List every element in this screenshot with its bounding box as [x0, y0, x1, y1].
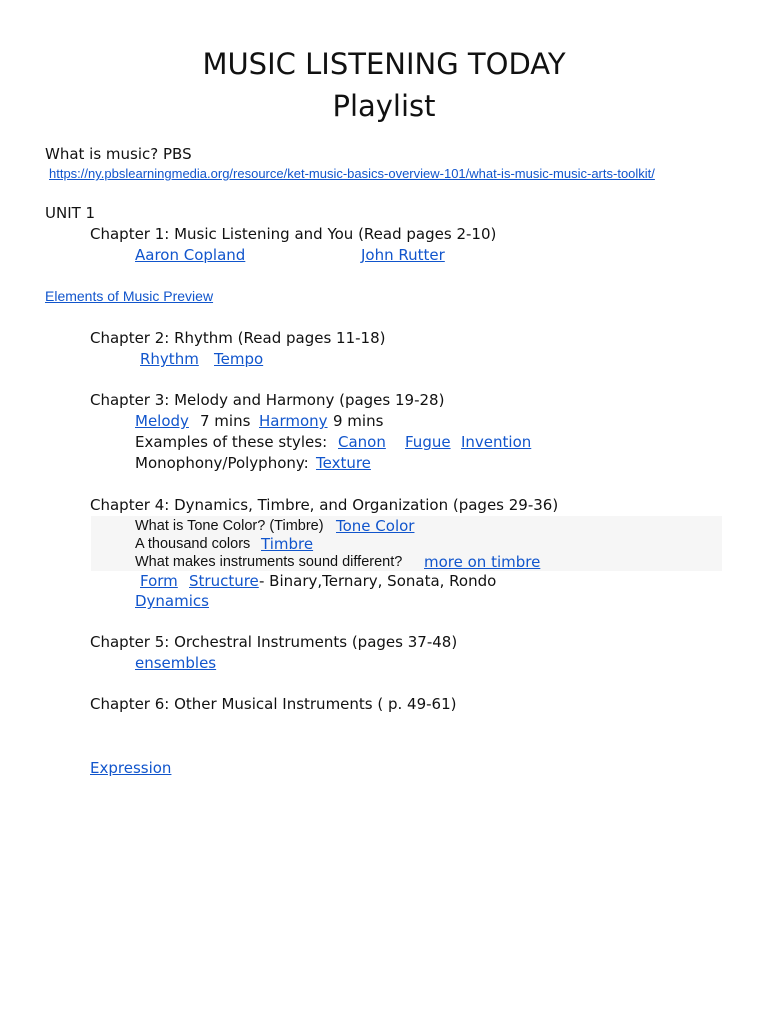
instruments-different-label: What makes instruments sound different?	[135, 554, 403, 570]
rhythm-link[interactable]: Rhythm	[140, 350, 199, 368]
chapter3-heading: Chapter 3: Melody and Harmony (pages 19-28)	[90, 391, 445, 409]
thousand-colors-label: A thousand colors	[135, 536, 251, 552]
chapter6-heading: Chapter 6: Other Musical Instruments ( p. 49-61)	[90, 695, 457, 713]
structure-description: - Binary,Ternary, Sonata, Rondo	[259, 572, 497, 590]
aaron-copland-link[interactable]: Aaron Copland	[135, 246, 246, 264]
structure-link[interactable]: Structure	[189, 572, 259, 590]
melody-duration: 7 mins	[200, 412, 251, 430]
monophony-label: Monophony/Polyphony:	[135, 454, 309, 472]
harmony-duration: 9 mins	[333, 412, 384, 430]
tone-color-link[interactable]: Tone Color	[336, 517, 415, 535]
tempo-link[interactable]: Tempo	[214, 350, 264, 368]
ensembles-link[interactable]: ensembles	[135, 654, 217, 672]
chapter2-heading: Chapter 2: Rhythm (Read pages 11-18)	[90, 329, 386, 347]
chapter1-heading: Chapter 1: Music Listening and You (Read pages 2-10)	[90, 225, 497, 243]
unit-heading: UNIT 1	[45, 204, 96, 222]
examples-label: Examples of these styles:	[135, 433, 328, 451]
form-link[interactable]: Form	[140, 572, 178, 590]
chapter4-heading: Chapter 4: Dynamics, Timbre, and Organization (pages 29-36)	[90, 496, 559, 514]
canon-link[interactable]: Canon	[338, 433, 386, 451]
elements-of-music-link[interactable]: Elements of Music Preview	[45, 288, 214, 304]
invention-link[interactable]: Invention	[461, 433, 532, 451]
fugue-link[interactable]: Fugue	[405, 433, 451, 451]
intro-label: What is music? PBS	[45, 145, 192, 163]
more-on-timbre-link[interactable]: more on timbre	[424, 553, 541, 571]
chapter5-heading: Chapter 5: Orchestral Instruments (pages 37-48)	[90, 633, 458, 651]
pbs-url-link[interactable]: https://ny.pbslearningmedia.org/resource/ket-music-basics-overview-101/what-is-music-music-arts-toolkit/	[49, 166, 655, 181]
tone-color-label: What is Tone Color? (Timbre)	[135, 518, 324, 534]
harmony-link[interactable]: Harmony	[259, 412, 328, 430]
john-rutter-link[interactable]: John Rutter	[361, 246, 445, 264]
timbre-link[interactable]: Timbre	[261, 535, 314, 553]
dynamics-link[interactable]: Dynamics	[135, 592, 209, 610]
page-title: MUSIC LISTENING TODAY	[202, 47, 566, 81]
texture-link[interactable]: Texture	[316, 454, 371, 472]
page-subtitle: Playlist	[332, 89, 436, 123]
melody-link[interactable]: Melody	[135, 412, 189, 430]
expression-link[interactable]: Expression	[90, 759, 172, 777]
